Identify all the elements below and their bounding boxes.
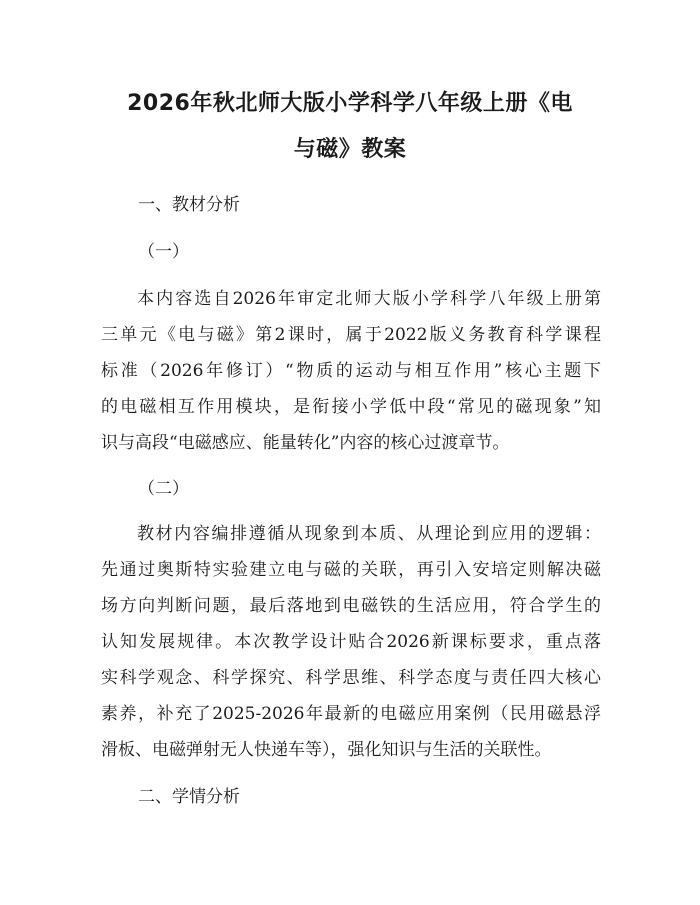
- paragraph-1: [101, 287, 601, 467]
- paragraph-2-line-2: 先通过奥斯特实验建立电与磁的关联，再引入安培定则解决磁: [101, 560, 601, 580]
- paragraph-1-line-5: 识与高段“电磁感应、能量转化”内容的核心过渡章节。: [101, 433, 510, 453]
- paragraph-2: [101, 522, 601, 774]
- section-heading-teaching-material-analysis: 一、教材分析: [138, 195, 240, 215]
- section-heading-student-analysis: 二、学情分析: [138, 787, 240, 807]
- paragraph-1-line-3: 标准（2026年修订）“物质的运动与相互作用”核心主题下: [101, 361, 601, 381]
- paragraph-2-line-1: 教材内容编排遵循从现象到本质、从理论到应用的逻辑：: [137, 524, 601, 544]
- paragraph-2-line-7: 滑板、电磁弹射无人快递车等），强化知识与生活的关联性。: [101, 740, 552, 760]
- paragraph-2-line-4: 认知发展规律。本次教学设计贴合2026新课标要求，重点落: [101, 632, 601, 652]
- paragraph-1-line-1: 本内容选自2026年审定北师大版小学科学八年级上册第: [137, 289, 601, 309]
- paragraph-2-line-6: 素养，补充了2025-2026年最新的电磁应用案例（民用磁悬浮: [101, 704, 601, 724]
- paragraph-2-line-3: 场方向判断问题，最后落地到电磁铁的生活应用，符合学生的: [101, 596, 601, 616]
- paragraph-1-line-4: 的电磁相互作用模块，是衔接小学低中段“常见的磁现象”知: [101, 397, 601, 417]
- paragraph-2-line-5: 实科学观念、科学探究、科学思维、科学态度与责任四大核心: [101, 668, 601, 688]
- document-title-line-2: 与磁》教案: [293, 137, 407, 162]
- paragraph-1-line-2: 三单元《电与磁》第2课时，属于2022版义务教育科学课程: [101, 325, 601, 345]
- subsection-heading-2: （二）: [138, 479, 189, 499]
- subsection-heading-1: （一）: [138, 242, 189, 262]
- document-title-line-1: 2026年秋北师大版小学科学八年级上册《电: [127, 91, 573, 116]
